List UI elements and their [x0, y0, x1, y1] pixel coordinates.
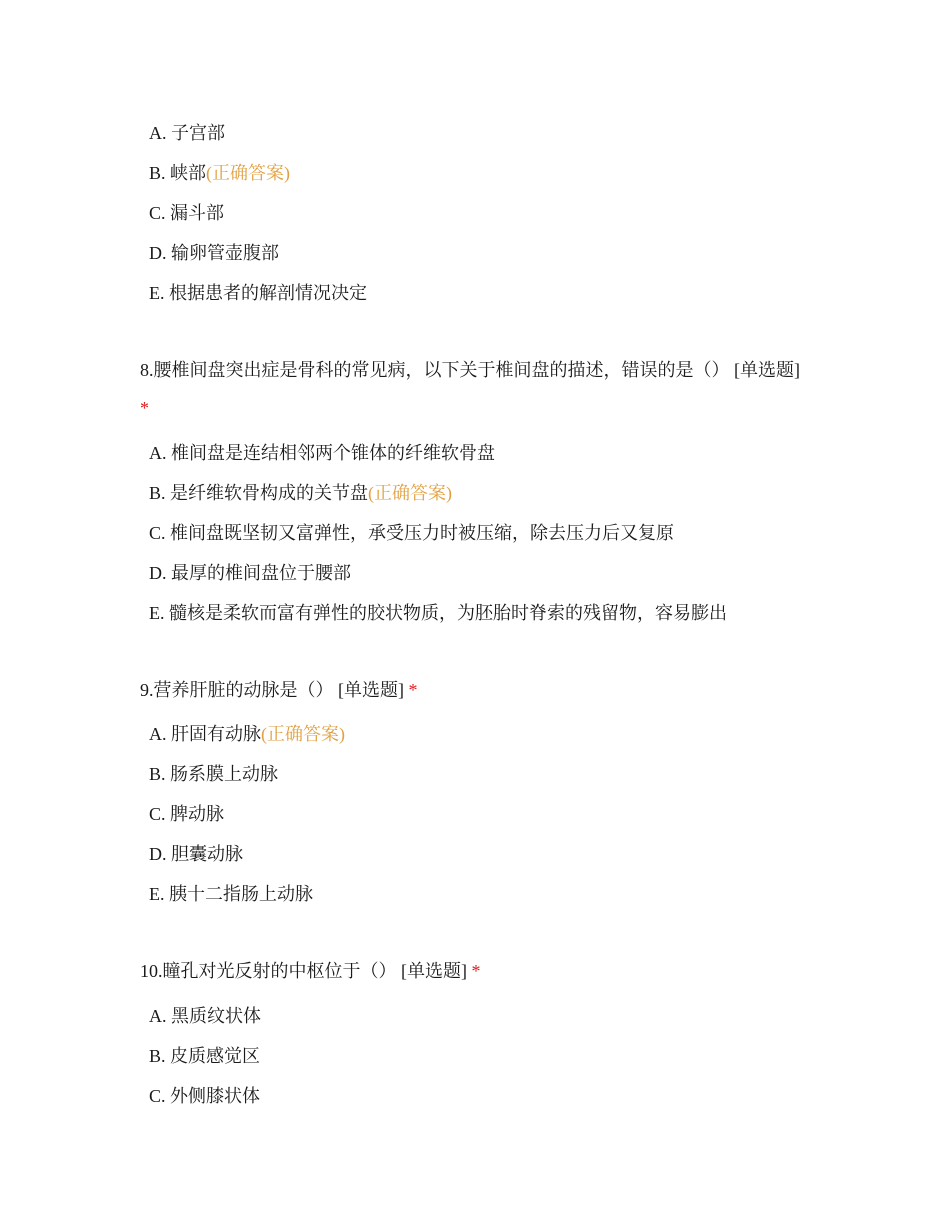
option-text: E. 髓核是柔软而富有弹性的胶状物质，为胚胎时脊索的残留物，容易膨出 [149, 603, 727, 623]
correct-answer-tag: (正确答案) [368, 483, 453, 503]
q10-title [140, 952, 810, 990]
option-text: E. 根据患者的解剖情况决定 [149, 283, 367, 303]
q9-option-b[interactable] [149, 762, 278, 786]
q8-option-d[interactable] [149, 561, 351, 585]
option-text: A. 椎间盘是连结相邻两个锥体的纤维软骨盘 [149, 443, 495, 463]
required-mark: * [140, 398, 149, 418]
required-mark: * [471, 961, 481, 981]
option-text: D. 胆囊动脉 [149, 844, 243, 864]
q8-title [140, 351, 810, 427]
option-text: C. 外侧膝状体 [149, 1086, 261, 1106]
q7-option-d[interactable] [149, 241, 279, 265]
option-text: B. 是纤维软骨构成的关节盘 [149, 483, 369, 503]
q8-option-c[interactable] [149, 521, 674, 545]
q9-option-d[interactable] [149, 842, 243, 866]
option-text: B. 皮质感觉区 [149, 1046, 261, 1066]
option-text: D. 最厚的椎间盘位于腰部 [149, 563, 351, 583]
option-text: E. 胰十二指肠上动脉 [149, 884, 313, 904]
option-text: D. 输卵管壶腹部 [149, 243, 279, 263]
q9-option-e[interactable] [149, 882, 313, 906]
option-text: A. 黑质纹状体 [149, 1006, 261, 1026]
q10-option-a[interactable] [149, 1004, 261, 1028]
option-text: B. 峡部 [149, 163, 207, 183]
correct-answer-tag: (正确答案) [261, 724, 345, 744]
option-text: B. 肠系膜上动脉 [149, 764, 279, 784]
q9-option-c[interactable] [149, 802, 224, 826]
q8-option-a[interactable] [149, 441, 495, 465]
q9-title [140, 671, 810, 709]
correct-answer-tag: (正确答案) [206, 163, 291, 183]
question-text: 8.腰椎间盘突出症是骨科的常见病，以下关于椎间盘的描述，错误的是（） [单选题] [140, 360, 800, 380]
question-text: 9.营养肝脏的动脉是（） [单选题] [140, 680, 404, 700]
option-text: A. 子宫部 [149, 123, 225, 143]
q8-option-b[interactable] [149, 481, 452, 505]
question-text: 10.瞳孔对光反射的中枢位于（） [单选题] [140, 961, 467, 981]
q7-option-c[interactable] [149, 201, 224, 225]
q8-option-e[interactable] [149, 601, 727, 625]
option-text: C. 椎间盘既坚韧又富弹性，承受压力时被压缩，除去压力后又复原 [149, 523, 675, 543]
option-text: C. 脾动脉 [149, 804, 225, 824]
q7-option-a[interactable] [149, 121, 225, 145]
q7-option-b[interactable] [149, 161, 290, 185]
q7-option-e[interactable] [149, 281, 367, 305]
q10-option-c[interactable] [149, 1084, 260, 1108]
option-text: A. 肝固有动脉 [149, 724, 261, 744]
q10-option-b[interactable] [149, 1044, 260, 1068]
q9-option-a[interactable] [149, 722, 345, 746]
option-text: C. 漏斗部 [149, 203, 225, 223]
required-mark: * [408, 680, 418, 700]
